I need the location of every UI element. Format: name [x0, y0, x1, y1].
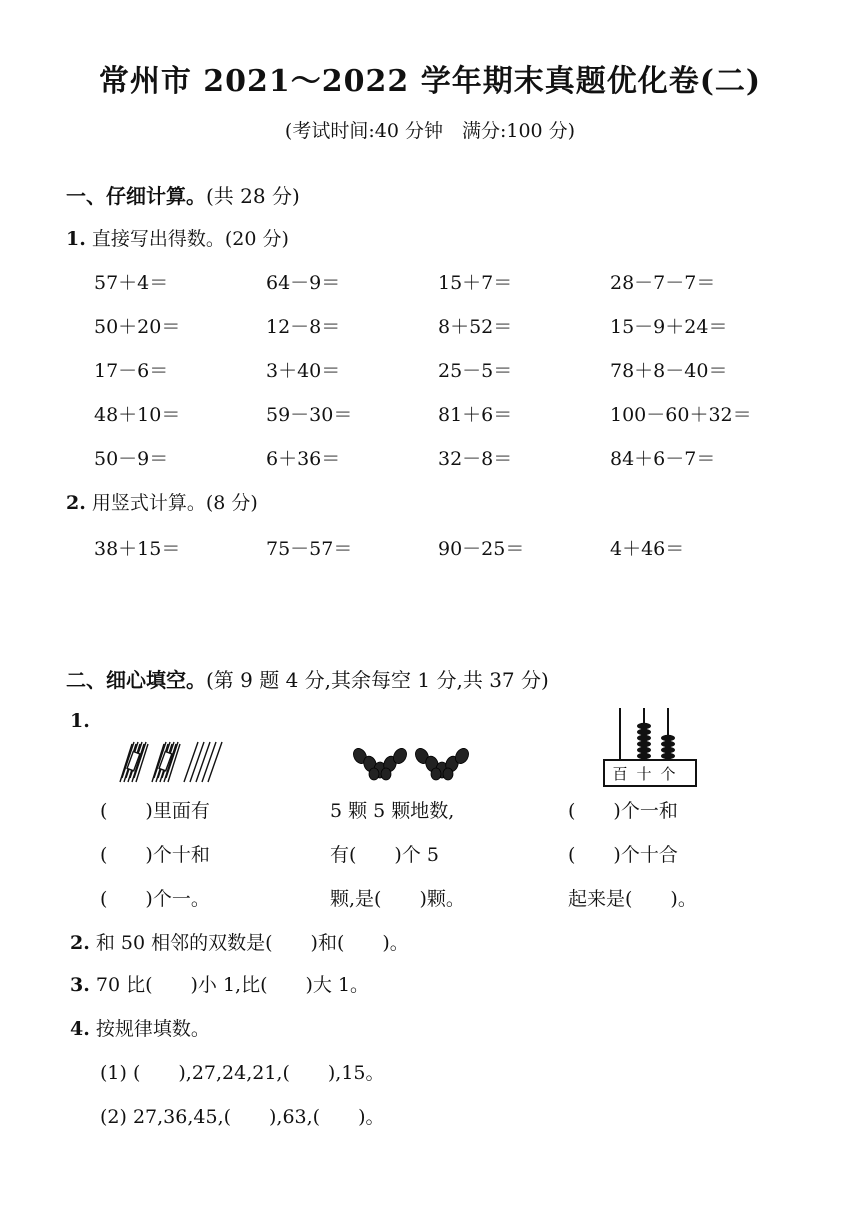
calc-item: 50＋20＝ [94, 316, 181, 338]
fill-blank-text: ( )个十合 [568, 844, 678, 866]
fill-blank-text: ( )个一。 [100, 888, 210, 910]
fill-blank-text: ( )个十和 [100, 844, 210, 866]
section-1-title: 一、仔细计算。 [66, 184, 206, 208]
question-number: 2. [66, 492, 86, 514]
question-text: 和 50 相邻的双数是( )和( )。 [95, 932, 409, 954]
calc-item: 78＋8－40＝ [610, 360, 728, 382]
calc-item: 48＋10＝ [94, 404, 181, 426]
question-text: 按规律填数。 [95, 1018, 210, 1040]
beans-illustration [352, 746, 474, 786]
section-2-heading [66, 664, 549, 693]
fill-blank-text: 起来是( )。 [568, 888, 697, 910]
calc-item: 12－8＝ [266, 316, 341, 338]
calc-item: 100－60＋32＝ [610, 404, 752, 426]
fill-blank-text: ( )个一和 [568, 800, 678, 822]
calc-item: 81＋6＝ [438, 404, 513, 426]
calc-item: 3＋40＝ [266, 360, 341, 382]
question-number: 4. [70, 1018, 90, 1040]
abacus-label-tens: 十 [636, 765, 652, 783]
abacus-label-hundreds: 百 [612, 765, 628, 783]
calc-item: 6＋36＝ [266, 448, 341, 470]
vertical-calc-item: 38＋15＝ [94, 538, 181, 560]
section-2-title: 二、细心填空。 [66, 668, 206, 692]
calc-item: 8＋52＝ [438, 316, 513, 338]
vertical-calc-item: 75－57＝ [266, 538, 353, 560]
question-text: 直接写出得数。(20 分) [91, 228, 289, 250]
vertical-calc-item: 90－25＝ [438, 538, 525, 560]
question-2-4 [70, 1014, 210, 1041]
calc-item: 15＋7＝ [438, 272, 513, 294]
fill-blank-text: 颗,是( )颗。 [330, 888, 465, 910]
calc-item: 84＋6－7＝ [610, 448, 716, 470]
stick-bundles-illustration [114, 738, 244, 788]
sequence-item: (1) ( ),27,24,21,( ),15。 [100, 1062, 385, 1084]
question-2-3 [70, 970, 369, 997]
vertical-calc-item: 4＋46＝ [610, 538, 685, 560]
calc-item: 28－7－7＝ [610, 272, 716, 294]
question-number: 3. [70, 974, 90, 996]
calc-item: 57＋4＝ [94, 272, 169, 294]
calc-item: 59－30＝ [266, 404, 353, 426]
calc-item: 50－9＝ [94, 448, 169, 470]
section-1-heading [66, 180, 300, 209]
calc-item: 25－5＝ [438, 360, 513, 382]
page-title: 常州市 2021～2022 学年期末真题优化卷(二) [98, 64, 762, 99]
question-text: 用竖式计算。(8 分) [91, 492, 258, 514]
abacus-illustration [600, 706, 700, 790]
question-number: 1. [66, 228, 86, 250]
section-1-note: (共 28 分) [206, 184, 300, 208]
calc-item: 32－8＝ [438, 448, 513, 470]
question-number: 2. [70, 932, 90, 954]
fill-blank-text: ( )里面有 [100, 800, 210, 822]
sequence-item: (2) 27,36,45,( ),63,( )。 [100, 1106, 385, 1128]
question-1-2 [66, 488, 258, 515]
exam-info: (考试时间:40 分钟 满分:100 分) [284, 120, 576, 142]
section-2-note: (第 9 题 4 分,其余每空 1 分,共 37 分) [206, 668, 549, 692]
abacus-label-ones: 个 [660, 765, 676, 783]
question-1-1 [66, 224, 289, 251]
question-text: 70 比( )小 1,比( )大 1。 [95, 974, 370, 996]
calc-item: 15－9＋24＝ [610, 316, 728, 338]
fill-blank-text: 有( )个 5 [330, 844, 439, 866]
question-2-1-number: 1. [70, 710, 90, 732]
calc-item: 17－6＝ [94, 360, 169, 382]
calc-item: 64－9＝ [266, 272, 341, 294]
question-2-2 [70, 928, 409, 955]
fill-blank-text: 5 颗 5 颗地数, [330, 800, 455, 822]
